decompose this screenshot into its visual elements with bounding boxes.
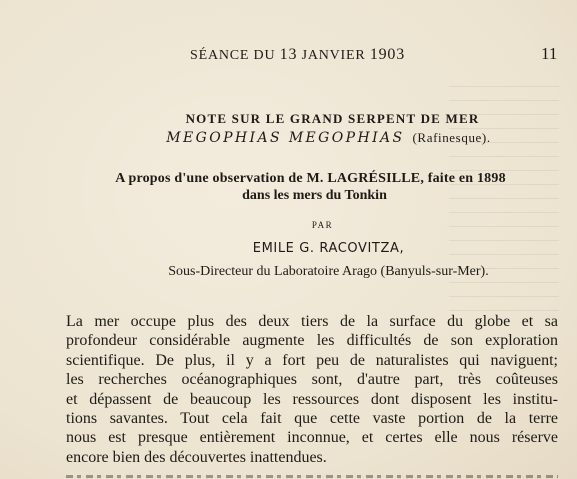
- cropped-next-line: [66, 470, 558, 479]
- page-header: [0, 46, 577, 66]
- about-line-1: A propos d'une observation de M. LAGRÉSILLE, faite en 1898: [115, 171, 506, 186]
- body-line: tions savantes. Tout cela fait que cette vaste portion de la terre: [66, 410, 558, 428]
- body-line: les recherches océanographiques sont, d'autre part, très coûteuses: [66, 371, 558, 389]
- body-line: scientifique. De plus, il y a fort peu de naturalistes qui naviguent;: [66, 351, 558, 369]
- body-line: encore bien des découvertes inattendues.: [66, 448, 327, 466]
- about-line-2: dans les mers du Tonkin: [242, 188, 387, 203]
- running-head: [190, 46, 405, 64]
- running-head-year: 1903: [369, 46, 406, 63]
- body-line: La mer occupe plus des deux tiers de la surface du globe et sa: [66, 313, 558, 330]
- running-head-prefix: SÉANCE DU: [190, 48, 280, 63]
- running-head-day: 13: [279, 46, 298, 63]
- body-line: nous est presque entièrement inconnue, et certes elle nous réserve: [66, 429, 558, 447]
- running-head-month: JANVIER: [297, 48, 370, 63]
- body-line: et dépassent de beaucoup les ressources dont disposent les institu-: [66, 390, 558, 408]
- article-title: NOTE SUR LE GRAND SERPENT DE MER: [185, 111, 480, 126]
- body-paragraph: [66, 312, 558, 467]
- scientific-name: MEGOPHIAS MEGOPHIAS: [166, 130, 405, 146]
- author-name: EMILE G. RACOVITZA,: [252, 241, 405, 256]
- author-affiliation: Sous-Directeur du Laboratoire Arago (Banyuls-sur-Mer).: [168, 264, 489, 279]
- taxon-authority: (Rafinesque).: [412, 130, 491, 145]
- body-line: profondeur considérable augmente les difficultés de son exploration: [66, 332, 558, 350]
- page-number: 11: [541, 44, 558, 63]
- article-subtitle: [0, 130, 577, 146]
- by-label: PAR: [311, 220, 334, 230]
